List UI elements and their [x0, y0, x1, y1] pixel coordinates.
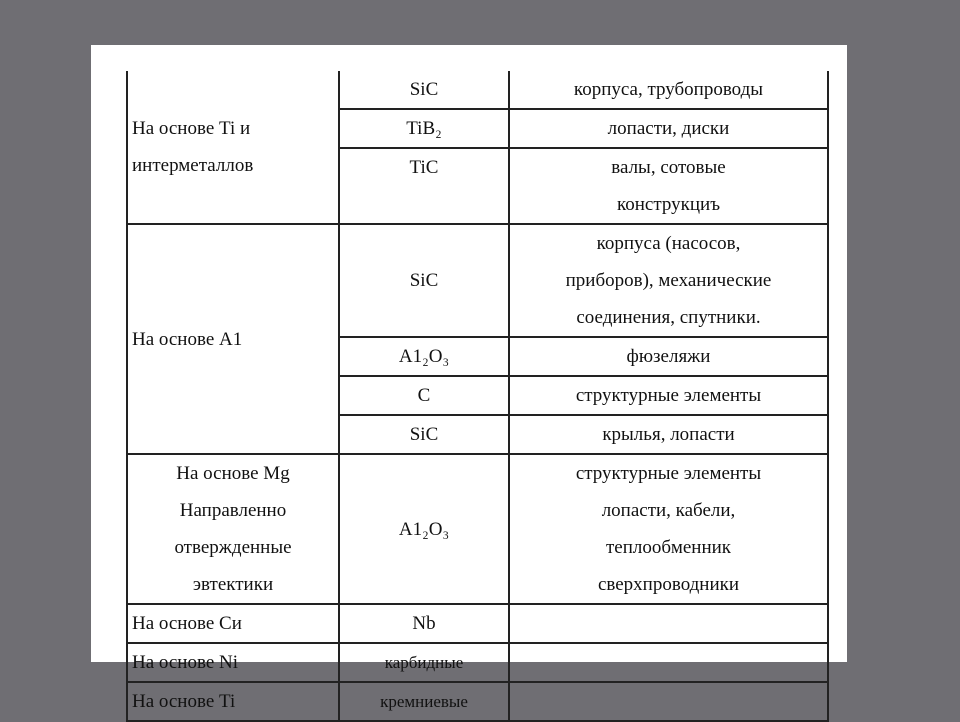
matrix-cell	[127, 604, 339, 643]
application-line: структурные элементы	[575, 463, 762, 484]
fiber-cell: SiC	[339, 415, 509, 454]
matrix-line: эвтектики	[192, 574, 274, 595]
application-line: конструкциъ	[616, 194, 721, 215]
application-cell	[509, 337, 828, 376]
matrix-cell	[127, 643, 339, 682]
table-row	[127, 71, 828, 109]
slide	[91, 45, 847, 712]
table-row	[127, 454, 828, 604]
fiber-cell: SiC	[339, 71, 509, 109]
application-cell	[509, 224, 828, 337]
application-cell	[509, 109, 828, 148]
application-cell	[509, 454, 828, 604]
fiber-cell: TiC	[339, 148, 509, 224]
fiber-cell: A1₂O₃	[339, 454, 509, 604]
application-cell	[509, 376, 828, 415]
matrix-cell	[127, 682, 339, 721]
table-row	[127, 643, 828, 682]
matrix-line: Направленно	[179, 500, 287, 521]
matrix-line: отвержденные	[174, 537, 292, 558]
application-line: лопасти, кабели,	[601, 500, 736, 521]
matrix-line: На основе Ti и	[132, 118, 251, 139]
fiber-cell: кремниевые	[339, 682, 509, 721]
fiber-cell: TiB₂	[339, 109, 509, 148]
application-cell	[509, 604, 828, 643]
table-row	[127, 682, 828, 721]
table-row	[127, 224, 828, 337]
application-line: лопасти, диски	[607, 118, 730, 139]
matrix-line: На основе Mg	[176, 463, 290, 484]
application-cell	[509, 148, 828, 224]
application-line: крылья, лопасти	[602, 424, 735, 445]
composite-materials-table	[126, 71, 829, 722]
application-line: фюзеляжи	[626, 346, 711, 367]
matrix-line: На основе Ti	[132, 691, 236, 712]
fiber-cell: Nb	[339, 604, 509, 643]
application-cell	[509, 71, 828, 109]
application-line: сверхпроводники	[597, 574, 740, 595]
matrix-line: На основе А1	[132, 328, 243, 350]
application-cell	[509, 682, 828, 721]
application-cell	[509, 415, 828, 454]
matrix-line: интерметаллов	[132, 155, 254, 176]
application-line: теплообменник	[605, 537, 732, 558]
fiber-cell: C	[339, 376, 509, 415]
fiber-cell: A1₂O₃	[339, 337, 509, 376]
fiber-cell: SiC	[339, 224, 509, 337]
matrix-cell	[127, 454, 339, 604]
application-line: корпуса (насосов,	[596, 233, 741, 254]
application-line: валы, сотовые	[611, 157, 726, 178]
application-line: корпуса, трубопроводы	[573, 79, 764, 100]
application-line: соединения, спутники.	[576, 307, 761, 328]
table-row	[127, 604, 828, 643]
matrix-cell	[127, 71, 339, 224]
matrix-cell	[127, 224, 339, 454]
matrix-line: На основе Ni	[132, 652, 239, 673]
application-line: структурные элементы	[575, 385, 762, 406]
matrix-line: На основе Cи	[132, 613, 242, 634]
application-cell	[509, 643, 828, 682]
fiber-cell: карбидные	[339, 643, 509, 682]
application-line: приборов), механические	[565, 270, 772, 291]
